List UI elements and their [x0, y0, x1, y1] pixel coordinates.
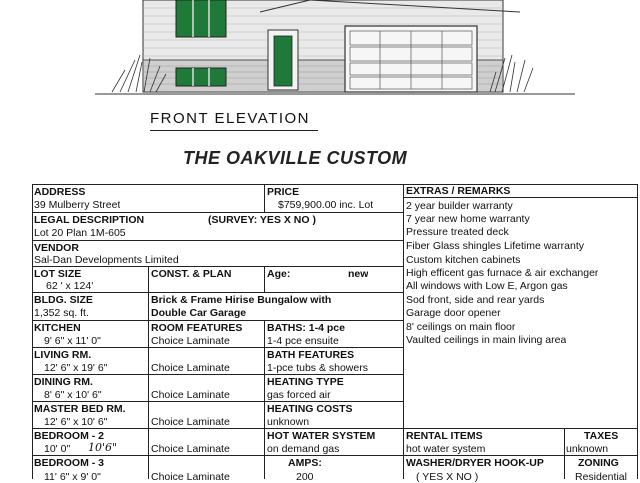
living-feature: Choice Laminate [151, 362, 230, 374]
washer-label: WASHER/DRYER HOOK-UP [406, 457, 544, 469]
living-label: LIVING RM. [34, 349, 92, 361]
survey-label: (SURVEY: YES X NO ) [208, 214, 316, 226]
divider-taxes [564, 428, 565, 479]
bedroom3-value: 11' 6" x 9' 0" [44, 471, 101, 483]
extras-item: 2 year builder warranty [406, 200, 513, 212]
const-label: CONST. & PLAN [151, 268, 232, 280]
taxes-value: unknown [566, 443, 609, 455]
heating-costs-value: unknown [267, 416, 310, 428]
bedroom3-feature: Choice Laminate [151, 471, 230, 483]
divider-remarks [403, 184, 404, 479]
row-line [32, 240, 403, 241]
listing-table [32, 184, 638, 483]
kitchen-value: 9' 6" x 11' 0" [44, 335, 101, 347]
age-label: Age: [267, 268, 291, 280]
master-label: MASTER BED RM. [34, 403, 126, 415]
extras-item: Fiber Glass shingles Lifetime warranty [406, 240, 584, 252]
rental-label: RENTAL ITEMS [406, 430, 483, 442]
bedroom2-label: BEDROOM - 2 [34, 430, 105, 442]
bldg-size-value: 1,352 sq. ft. [34, 307, 89, 319]
dining-label: DINING RM. [34, 376, 93, 388]
divider-col3 [264, 266, 265, 292]
price-value: $759,900.00 inc. Lot [278, 199, 374, 211]
elevation-underline [150, 130, 318, 131]
row-line [32, 401, 403, 402]
row-line [32, 320, 403, 321]
kitchen-label: KITCHEN [34, 322, 81, 334]
lot-size-label: LOT SIZE [34, 268, 82, 280]
row-line [403, 197, 638, 198]
extras-item: Vaulted ceilings in main living area [406, 334, 567, 346]
extras-label: EXTRAS / REMARKS [406, 185, 511, 197]
bedroom3-label: BEDROOM - 3 [34, 457, 105, 469]
washer-value: ( YES X NO ) [416, 471, 479, 483]
living-value: 12' 6" x 19' 6" [44, 362, 108, 374]
rental-value: hot water system [406, 443, 486, 455]
const-value-2: Double Car Garage [151, 307, 247, 319]
extras-item: 8' ceilings on main floor [406, 321, 516, 333]
heating-type-label: HEATING TYPE [267, 376, 344, 388]
master-feature: Choice Laminate [151, 416, 230, 428]
lot-size-value: 62 ' x 124' [46, 280, 94, 292]
row-line [32, 212, 403, 213]
front-elevation-drawing [0, 0, 640, 105]
extras-item: Garage door opener [406, 307, 501, 319]
extras-item: High efficent gas furnace & air exchanger [406, 267, 599, 279]
amps-label: AMPS: [288, 457, 322, 469]
extras-item: Custom kitchen cabinets [406, 254, 521, 266]
table-border-left [32, 184, 33, 479]
divider-col2 [148, 266, 149, 479]
baths-value: 1-4 pce ensuite [267, 335, 339, 347]
house-title: THE OAKVILLE CUSTOM [183, 148, 408, 168]
row-line [32, 347, 403, 348]
baths-label: BATHS: 1-4 pce [267, 322, 345, 334]
row-line [32, 374, 403, 375]
heating-costs-label: HEATING COSTS [267, 403, 353, 415]
row-line [32, 455, 638, 456]
zoning-value: Residential [575, 471, 627, 483]
amps-value: 200 [296, 471, 314, 483]
dining-feature: Choice Laminate [151, 389, 230, 401]
taxes-label: TAXES [584, 430, 619, 442]
extras-item: Sod front, side and rear yards [406, 294, 545, 306]
address-label: ADDRESS [34, 186, 86, 198]
bldg-size-label: BLDG. SIZE [34, 294, 93, 306]
bath-features-label: BATH FEATURES [267, 349, 355, 361]
divider-price [264, 184, 265, 212]
legal-value: Lot 20 Plan 1M-605 [34, 227, 126, 239]
room-features-label: ROOM FEATURES [151, 322, 243, 334]
bath-features-value: 1-pce tubs & showers [267, 362, 368, 374]
hot-water-value: on demand gas [267, 443, 340, 455]
bedroom2-value: 10' 0" [44, 443, 71, 455]
extras-item: 7 year new home warranty [406, 213, 530, 225]
bedroom2-handwritten: 10'6" [88, 442, 118, 454]
table-border-top [32, 184, 638, 185]
address-value: 39 Mulberry Street [34, 199, 121, 211]
const-value-1: Brick & Frame Hirise Bungalow with [151, 294, 332, 306]
zoning-label: ZONING [578, 457, 619, 469]
extras-item: Pressure treated deck [406, 226, 509, 238]
price-label: PRICE [267, 186, 300, 198]
row-line [32, 428, 638, 429]
master-value: 12' 6" x 10' 6" [44, 416, 108, 428]
age-value: new [348, 268, 369, 280]
hot-water-label: HOT WATER SYSTEM [267, 430, 376, 442]
kitchen-feature: Choice Laminate [151, 335, 230, 347]
table-border-right [637, 184, 638, 479]
row-line [32, 266, 403, 267]
bedroom2-feature: Choice Laminate [151, 443, 230, 455]
heating-type-value: gas forced air [267, 389, 331, 401]
vendor-value: Sal-Dan Developments Limited [34, 254, 179, 266]
row-line [32, 292, 403, 293]
legal-label: LEGAL DESCRIPTION [34, 214, 145, 226]
vendor-label: VENDOR [34, 242, 79, 254]
extras-item: All windows with Low E, Argon gas [406, 280, 568, 292]
dining-value: 8' 6" x 10' 6" [44, 389, 102, 401]
elevation-label: FRONT ELEVATION [150, 110, 311, 127]
